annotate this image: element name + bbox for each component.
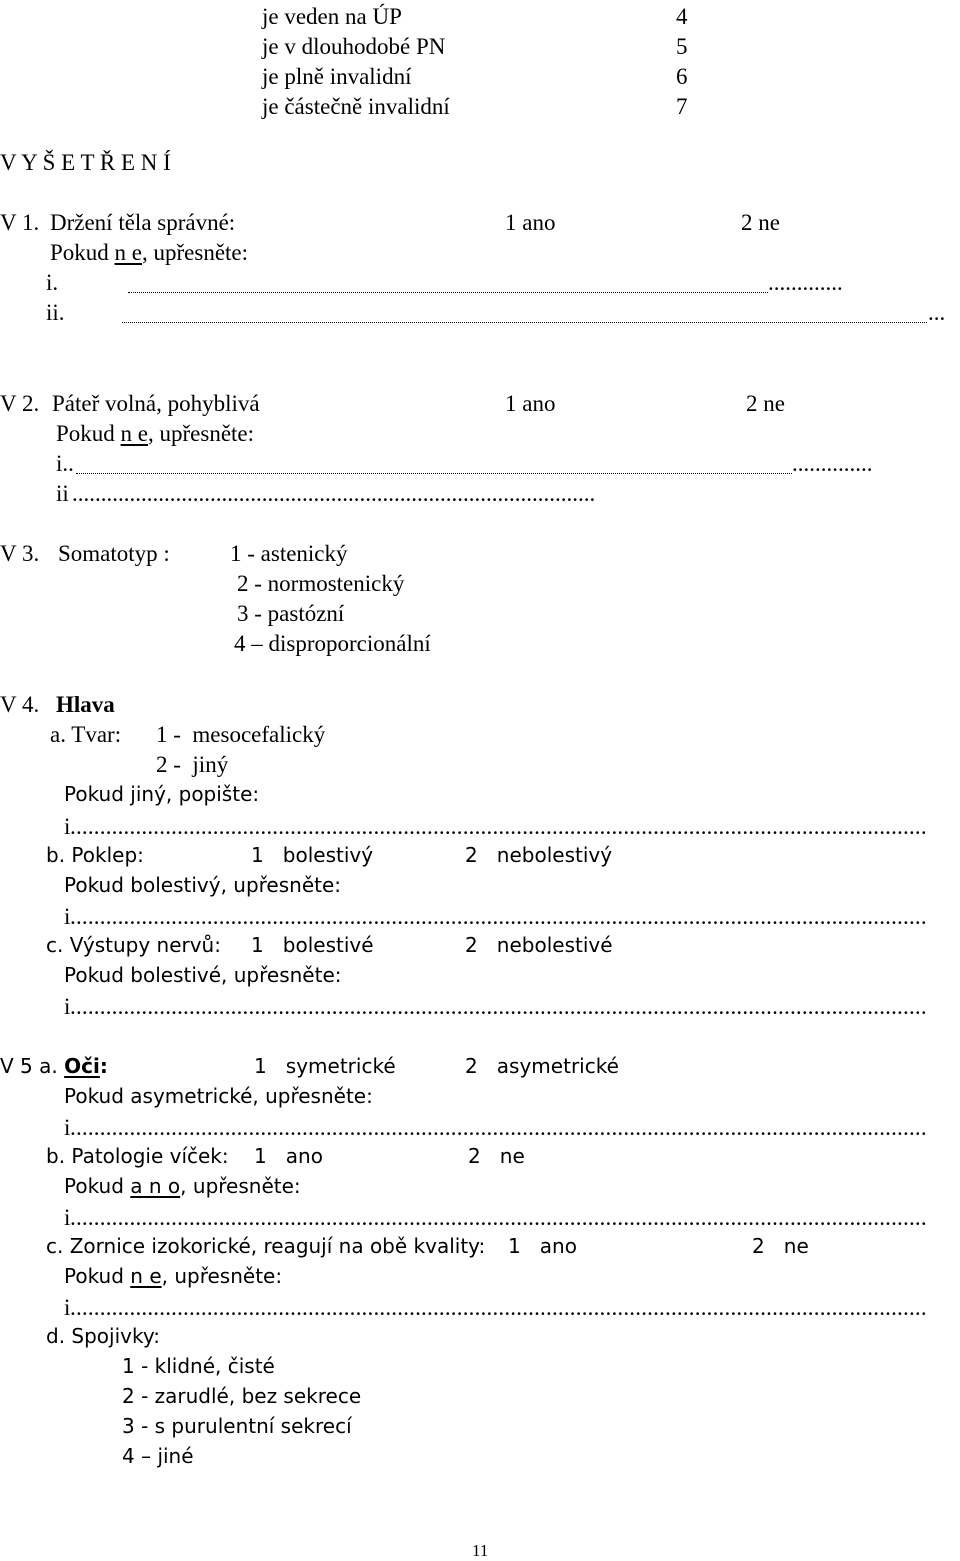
- option-item: 3 - pastózní: [237, 601, 345, 626]
- page-number: 11: [472, 1541, 489, 1560]
- question-number: V 3.: [0, 541, 40, 566]
- answer-dotted-line[interactable]: [76, 473, 792, 474]
- answer-dotted-line[interactable]: [70, 815, 928, 838]
- option-item: 3 - s purulentní sekrecí: [122, 1414, 352, 1438]
- question-label: Držení těla správné:: [50, 210, 236, 235]
- option-item: 2 - zarudlé, bez sekrece: [122, 1384, 362, 1408]
- answer-dotted-line[interactable]: [70, 1206, 928, 1229]
- answer-dotted-line[interactable]: [70, 1296, 928, 1319]
- if-instruction: Pokud asymetrické, upřesněte:: [64, 1084, 373, 1108]
- option-item: 1 bolestivý: [251, 843, 374, 867]
- if-instruction: Pokud n e, upřesněte:: [64, 1264, 283, 1288]
- answer-item-marker: i..: [56, 451, 74, 476]
- if-no-instruction: Pokud n e, upřesněte:: [50, 240, 249, 265]
- status-label: je částečně invalidní: [262, 94, 450, 119]
- status-label: je v dlouhodobé PN: [262, 34, 446, 59]
- option-item: 1 bolestivé: [251, 933, 374, 957]
- answer-dotted-line[interactable]: [70, 1116, 928, 1139]
- question-label: Páteř volná, pohyblivá: [52, 391, 260, 416]
- question-number: V 2.: [0, 391, 40, 416]
- option-yes: 1 ano: [505, 391, 556, 416]
- option-item: 2 asymetrické: [465, 1054, 619, 1078]
- status-label: je plně invalidní: [262, 64, 412, 89]
- option-item: 2 - normostenický: [237, 571, 405, 596]
- option-no: 2 ne: [741, 210, 780, 235]
- answer-dotted-line[interactable]: [122, 322, 927, 323]
- option-yes: 1 ano: [505, 210, 556, 235]
- answer-dots-tail: .............: [768, 270, 843, 295]
- answer-dotted-line[interactable]: [70, 905, 928, 928]
- answer-item-marker: ii: [56, 481, 69, 506]
- option-item: 2 nebolestivé: [465, 933, 613, 957]
- option-item: 1 ano: [254, 1144, 323, 1168]
- question-label: Somatotyp :: [58, 541, 170, 566]
- answer-item-marker: i: [64, 1205, 71, 1230]
- option-item: 2 nebolestivý: [465, 843, 613, 867]
- section-heading: V Y Š E T Ř E N Í: [0, 150, 171, 175]
- option-item: 4 – jiné: [122, 1444, 194, 1468]
- if-instruction: Pokud a n o, upřesněte:: [64, 1174, 301, 1198]
- subquestion-label: c. Zornice izokorické, reagují na obě kvality:: [46, 1234, 486, 1258]
- question-number: V 5 a. Oči:: [0, 1054, 108, 1078]
- option-item: 1 symetrické: [254, 1054, 396, 1078]
- if-instruction: Pokud bolestivý, upřesněte:: [64, 873, 342, 897]
- status-code: 4: [676, 4, 688, 29]
- subquestion-label: c. Výstupy nervů:: [46, 933, 221, 957]
- if-instruction: Pokud jiný, popište:: [64, 782, 260, 806]
- status-label: je veden na ÚP: [262, 4, 402, 29]
- answer-dotted-line[interactable]: [128, 292, 768, 293]
- answer-dotted-line[interactable]: [70, 995, 928, 1018]
- status-code: 6: [676, 64, 688, 89]
- subquestion-label: a. Tvar:: [50, 722, 122, 747]
- option-item: 1 - mesocefalický: [156, 722, 326, 747]
- answer-item-marker: i: [64, 1115, 71, 1140]
- status-code: 5: [676, 34, 688, 59]
- option-item: 1 - astenický: [230, 541, 348, 566]
- option-item: 1 ano: [508, 1234, 577, 1258]
- if-no-instruction: Pokud n e, upřesněte:: [56, 421, 255, 446]
- question-number: V 4.: [0, 692, 40, 717]
- answer-dots-tail: ...: [928, 300, 946, 325]
- subquestion-label: b. Patologie víček:: [46, 1144, 229, 1168]
- question-number: V 1.: [0, 210, 40, 235]
- answer-item-marker: i: [64, 814, 71, 839]
- answer-dots-tail: ...........................................................................................: [72, 481, 596, 506]
- answer-item-marker: ii.: [46, 300, 65, 325]
- answer-item-marker: i.: [46, 270, 59, 295]
- option-no: 2 ne: [746, 391, 785, 416]
- subquestion-label: b. Poklep:: [46, 843, 144, 867]
- option-item: 1 - klidné, čisté: [122, 1354, 275, 1378]
- answer-item-marker: i: [64, 994, 71, 1019]
- answer-item-marker: i: [64, 904, 71, 929]
- subquestion-label: d. Spojivky:: [46, 1324, 160, 1348]
- answer-item-marker: i: [64, 1295, 71, 1320]
- answer-dots-tail: ..............: [792, 451, 873, 476]
- option-item: 2 ne: [468, 1144, 525, 1168]
- option-item: 2 - jiný: [156, 752, 229, 777]
- status-code: 7: [676, 94, 688, 119]
- question-title: Hlava: [56, 692, 115, 717]
- if-instruction: Pokud bolestivé, upřesněte:: [64, 963, 342, 987]
- option-item: 4 – disproporcionální: [234, 631, 431, 656]
- option-item: 2 ne: [752, 1234, 809, 1258]
